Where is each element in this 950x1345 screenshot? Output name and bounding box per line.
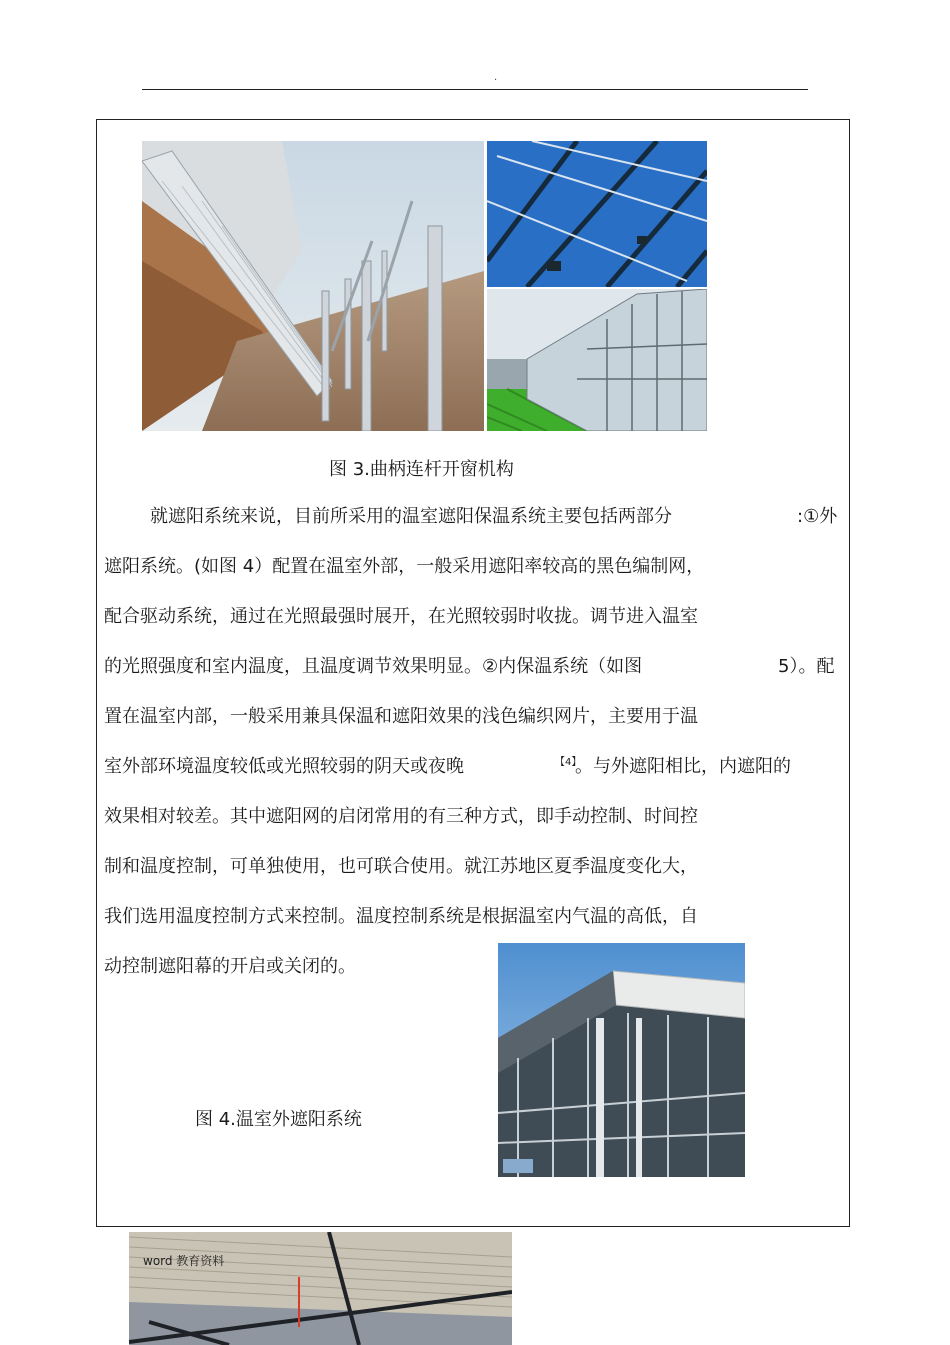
- figure3-caption: 图 3.曲柄连杆开窗机构: [329, 459, 514, 480]
- header-rule: [142, 89, 808, 90]
- figure3-roof-window-photo: [487, 141, 707, 287]
- figure4-caption: 图 4.温室外遮阳系统: [195, 1109, 362, 1130]
- body-line-9: 我们选用温度控制方式来控制。温度控制系统是根据温室内气温的高低，自: [104, 906, 698, 927]
- body-line-2: 遮阳系统。(如图 4）配置在温室外部，一般采用遮阳率较高的黑色编制网，: [104, 556, 705, 577]
- citation-marker: 【4】: [555, 757, 582, 768]
- body-line-10: 动控制遮阳幕的开启或关闭的。: [104, 956, 356, 977]
- figure5-internal-shading-photo: [129, 1232, 512, 1345]
- footer-watermark: word 教育资料: [143, 1254, 225, 1268]
- figure3-greenhouse-photo: [487, 289, 707, 431]
- body-line-6: 室外部环境温度较低或光照较弱的阴天或夜晚: [104, 756, 464, 777]
- figure3-window-mechanism-photo: [142, 141, 484, 431]
- body-line-8: 制和温度控制，可单独使用，也可联合使用。就江苏地区夏季温度变化大，: [104, 856, 698, 877]
- body-line-7: 效果相对较差。其中遮阳网的启闭常用的有三种方式，即手动控制、时间控: [104, 806, 698, 827]
- header-marker: .: [494, 72, 498, 83]
- body-line-1: 就遮阳系统来说，目前所采用的温室遮阳保温系统主要包括两部分: [150, 506, 672, 527]
- body-line-5: 置在温室内部，一般采用兼具保温和遮阳效果的浅色编织网片，主要用于温: [104, 706, 698, 727]
- figure4-external-shading-photo: [498, 943, 745, 1177]
- body-line-4-end: 5）。配: [778, 656, 835, 677]
- body-line-4: 的光照强度和室内温度，且温度调节效果明显。②内保温系统（如图: [104, 656, 643, 677]
- body-line-6-end: 。与外遮阳相比，内遮阳的: [575, 756, 791, 777]
- body-line-1-end: :①外: [797, 506, 838, 527]
- body-line-3: 配合驱动系统，通过在光照最强时展开，在光照较弱时收拢。调节进入温室: [104, 606, 698, 627]
